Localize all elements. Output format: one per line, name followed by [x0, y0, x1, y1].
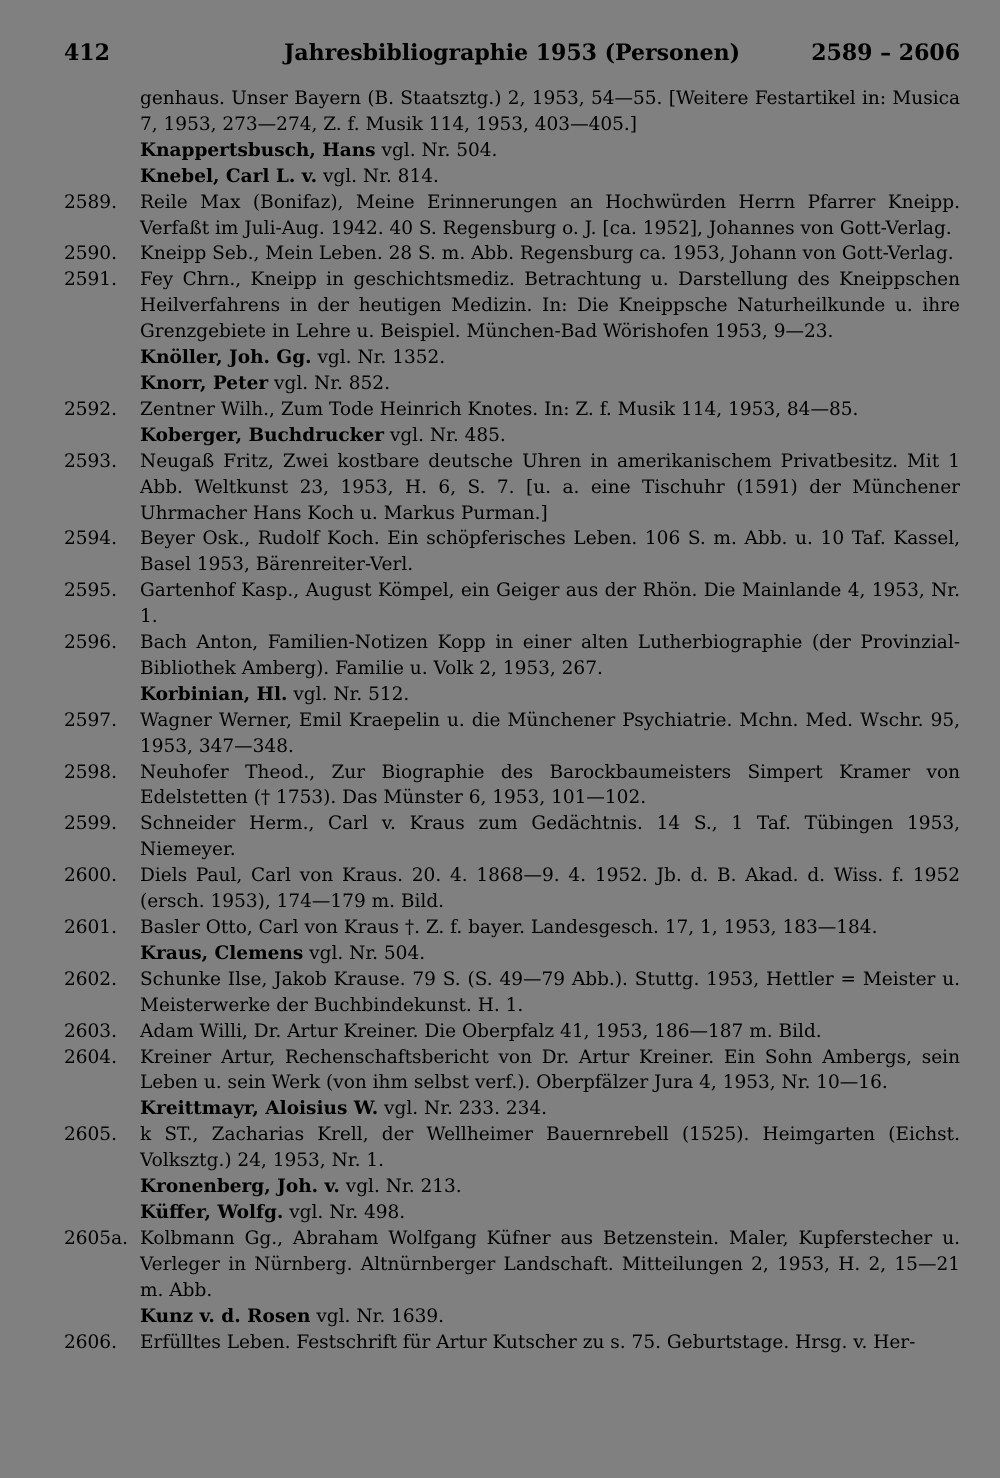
bibliography-entry — [64, 1330, 960, 1356]
entry-number: 2597. — [64, 709, 117, 731]
cross-reference-target: vgl. Nr. 504. — [375, 139, 498, 161]
page-header — [64, 34, 960, 70]
bibliography-entry — [64, 190, 960, 242]
cross-reference-target: vgl. Nr. 814. — [317, 165, 439, 187]
bibliography-entry — [64, 1122, 960, 1174]
entry-number: 2593. — [64, 450, 117, 472]
entry-number: 2603. — [64, 1020, 117, 1042]
cross-reference-target: vgl. Nr. 213. — [339, 1176, 462, 1198]
cross-reference — [64, 941, 960, 967]
entry-range: 2589 – 2606 — [811, 40, 960, 66]
entry-list — [64, 138, 960, 1356]
cross-reference-target: vgl. Nr. 1639. — [310, 1305, 445, 1327]
cross-reference-heading: Knorr, Peter — [140, 372, 269, 394]
running-title: Jahresbibliographie 1953 (Personen) — [283, 40, 741, 66]
bibliography-entry — [64, 267, 960, 345]
cross-reference-target: vgl. Nr. 504. — [303, 942, 426, 964]
entry-text: Bach Anton, Familien-Notizen Kopp in einer alten Lutherbiographie (der Provinzial-Bibliothek Amberg). Familie u. Volk 2, 1953, 267. — [140, 632, 960, 679]
cross-reference-heading: Kunz v. d. Rosen — [140, 1305, 311, 1327]
bibliography-entry — [64, 1226, 960, 1304]
cross-reference-target: vgl. Nr. 1352. — [311, 347, 446, 369]
bibliography-entry — [64, 863, 960, 915]
continuation-text: genhaus. Unser Bayern (B. Staatsztg.) 2, 1953, 54—55. [Weitere Festartikel in: Musica 7, 1953, 273—274, Z. f. Musik 114, 1953, 403—405.] — [140, 88, 960, 135]
entry-text: Erfülltes Leben. Festschrift für Artur Kutscher zu s. 75. Geburtstage. Hrsg. v. Her- — [140, 1331, 916, 1353]
entry-number: 2590. — [64, 243, 117, 265]
cross-reference-heading: Koberger, Buchdrucker — [140, 424, 384, 446]
entry-number: 2591. — [64, 269, 117, 291]
entry-number: 2596. — [64, 632, 117, 654]
cross-reference-heading: Küffer, Wolfg. — [140, 1201, 284, 1223]
cross-reference-heading: Korbinian, Hl. — [140, 683, 288, 705]
cross-reference-heading: Kreittmayr, Aloisius W. — [140, 1098, 379, 1120]
entry-number: 2601. — [64, 917, 117, 938]
cross-reference — [64, 1096, 960, 1122]
entry-text: Adam Willi, Dr. Artur Kreiner. Die Oberpfalz 41, 1953, 186—187 m. Bild. — [140, 1020, 822, 1042]
cross-reference-target: vgl. Nr. 852. — [268, 372, 390, 394]
entry-text: k ST., Zacharias Krell, der Wellheimer Bauernrebell (1525). Heimgarten (Eichst. Volksztg.) 24, 1953, Nr. 1. — [140, 1124, 960, 1172]
bibliography-entry — [64, 915, 960, 941]
entry-text: Reile Max (Bonifaz), Meine Erinnerungen an Hochwürden Herrn Pfarrer Kneipp. Verfaßt im Juli-Aug. 1942. 40 S. Regensburg o. J. [ca. 1952], Johannes von Gott-Verlag. — [140, 191, 960, 239]
bibliography-entry — [64, 811, 960, 863]
bibliography-entry — [64, 578, 960, 630]
entry-text: Fey Chrn., Kneipp in geschichtsmediz. Betrachtung u. Darstellung des Kneippschen Heilverfahrens in der heutigen Medizin. In: Die Kneippsche Naturheilkunde u. ihre Grenzgebiete in Lehre u. Beispiel. München-Bad Wörishofen 1953, 9—23. — [140, 269, 960, 343]
cross-reference — [64, 1174, 960, 1200]
entry-number: 2605. — [64, 1124, 117, 1146]
cross-reference — [64, 138, 960, 164]
cross-reference — [64, 423, 960, 449]
entry-number: 2602. — [64, 968, 117, 990]
cross-reference — [64, 682, 960, 708]
entry-number: 2600. — [64, 865, 117, 887]
cross-reference-heading: Knöller, Joh. Gg. — [140, 347, 312, 369]
bibliography-entry — [64, 526, 960, 578]
cross-reference — [64, 371, 960, 397]
bibliography-entry — [64, 708, 960, 760]
entry-text: Kolbmann Gg., Abraham Wolfgang Küfner aus Betzenstein. Maler, Kupferstecher u. Verleger in Nürnberg. Altnürnberger Landschaft. Mitteilungen 2, 1953, H. 2, 15—21 m. Abb. — [140, 1227, 960, 1301]
entry-text: Schneider Herm., Carl v. Kraus zum Gedächtnis. 14 S., 1 Taf. Tübingen 1953, Niemeyer. — [140, 813, 960, 861]
entry-number: 2589. — [64, 191, 117, 213]
entry-number: 2599. — [64, 813, 117, 835]
cross-reference-target: vgl. Nr. 498. — [283, 1201, 406, 1223]
entry-number: 2594. — [64, 528, 117, 550]
cross-reference-heading: Knebel, Carl L. v. — [140, 165, 318, 187]
bibliography-entry — [64, 760, 960, 812]
entry-text: Diels Paul, Carl von Kraus. 20. 4. 1868—9. 4. 1952. Jb. d. B. Akad. d. Wiss. f. 1952 (ersch. 1953), 174—179 m. Bild. — [140, 865, 960, 913]
bibliography-entry — [64, 1019, 960, 1045]
bibliography-body — [64, 86, 960, 1355]
entry-number: 2598. — [64, 761, 117, 783]
bibliography-entry — [64, 1045, 960, 1097]
entry-text: Zentner Wilh., Zum Tode Heinrich Knotes. In: Z. f. Musik 114, 1953, 84—85. — [140, 398, 859, 420]
entry-number: 2605a. — [64, 1227, 128, 1249]
entry-number: 2592. — [64, 398, 117, 420]
entry-text: Kreiner Artur, Rechenschaftsbericht von Dr. Artur Kreiner. Ein Sohn Ambergs, sein Leben u. sein Werk (von ihm selbst verf.). Oberpfälzer Jura 4, 1953, Nr. 10—16. — [140, 1046, 960, 1094]
bibliography-entry — [64, 967, 960, 1019]
cross-reference-target: vgl. Nr. 233. 234. — [378, 1098, 548, 1120]
page-number: 412 — [64, 40, 110, 66]
entry-text: Schunke Ilse, Jakob Krause. 79 S. (S. 49—79 Abb.). Stuttg. 1953, Hettler = Meister u. Meisterwerke der Buchbindekunst. H. 1. — [140, 968, 960, 1016]
cross-reference — [64, 164, 960, 190]
entry-text: Neugaß Fritz, Zwei kostbare deutsche Uhren in amerikanischem Privatbesitz. Mit 1 Abb. Weltkunst 23, 1953, H. 6, S. 7. [u. a. eine Tischuhr (1591) der Münchener Uhrmacher Hans Koch u. Markus Purman.] — [140, 450, 960, 524]
cross-reference-heading: Knappertsbusch, Hans — [140, 139, 376, 161]
bibliography-entry — [64, 397, 960, 423]
cross-reference-target: vgl. Nr. 512. — [287, 683, 410, 705]
entry-number: 2606. — [64, 1331, 117, 1353]
entry-text: Neuhofer Theod., Zur Biographie des Barockbaumeisters Simpert Kramer von Edelstetten († 1753). Das Münster 6, 1953, 101—102. — [140, 761, 960, 809]
entry-text: Beyer Osk., Rudolf Koch. Ein schöpferisches Leben. 106 S. m. Abb. u. 10 Taf. Kassel, Basel 1953, Bärenreiter-Verl. — [140, 528, 960, 576]
cross-reference — [64, 1200, 960, 1226]
cross-reference — [64, 345, 960, 371]
entry-text: Gartenhof Kasp., August Kömpel, ein Geiger aus der Rhön. Die Mainlande 4, 1953, Nr. 1. — [140, 580, 960, 628]
cross-reference — [64, 1304, 960, 1330]
entry-number: 2595. — [64, 580, 117, 602]
cross-reference-target: vgl. Nr. 485. — [384, 424, 506, 446]
entry-text: Basler Otto, Carl von Kraus †. Z. f. bayer. Landesgesch. 17, 1, 1953, 183—184. — [140, 917, 878, 938]
entry-number: 2604. — [64, 1046, 117, 1068]
bibliography-entry — [64, 449, 960, 527]
cross-reference-heading: Kraus, Clemens — [140, 942, 304, 964]
bibliography-entry — [64, 630, 960, 682]
cross-reference-heading: Kronenberg, Joh. v. — [140, 1176, 340, 1198]
entry-text: Kneipp Seb., Mein Leben. 28 S. m. Abb. Regensburg ca. 1953, Johann von Gott-Verlag. — [140, 243, 954, 265]
entry-text: Wagner Werner, Emil Kraepelin u. die Münchener Psychiatrie. Mchn. Med. Wschr. 95, 1953, 347—348. — [140, 709, 960, 757]
bibliography-entry — [64, 241, 960, 267]
